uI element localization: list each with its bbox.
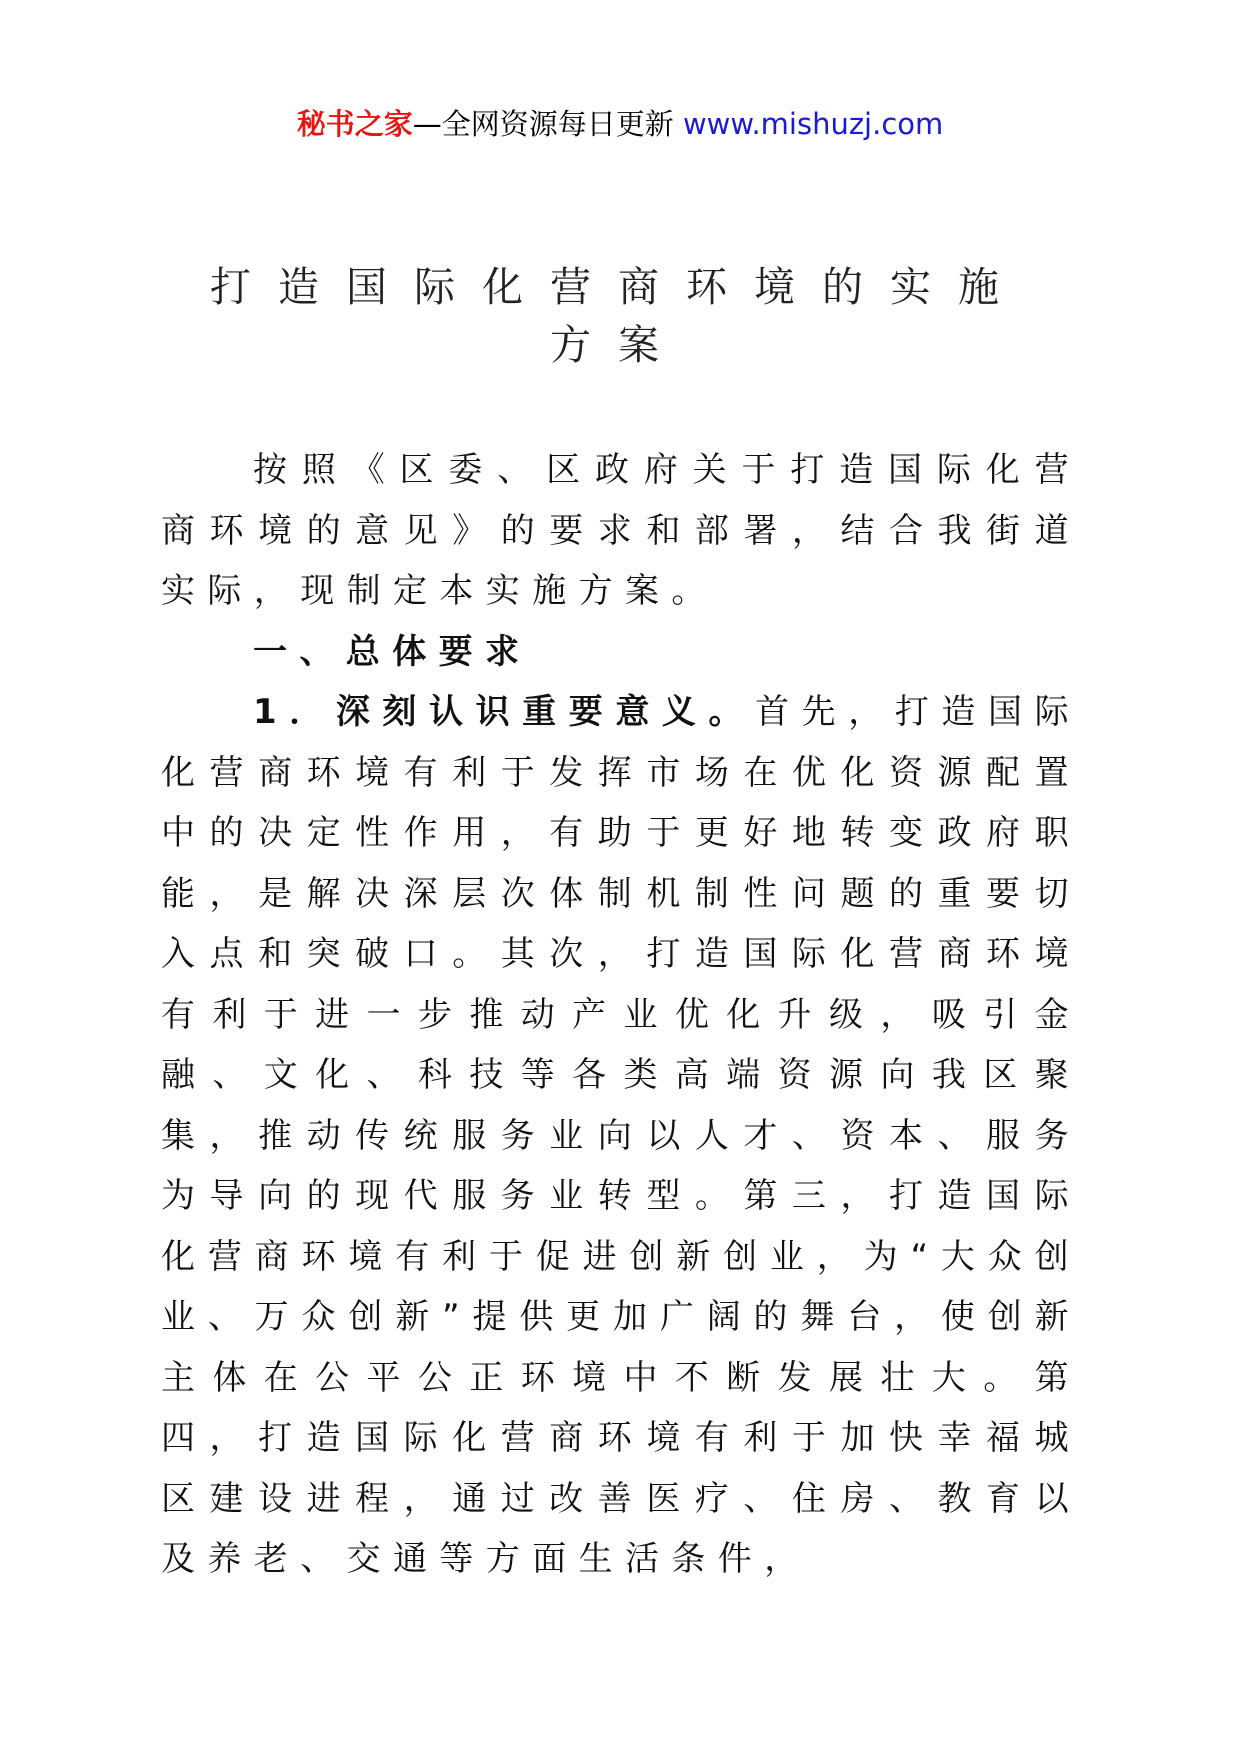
document-title: 打造国际化营商环境的实施方案 xyxy=(210,263,1026,369)
item-1-body: 首先，打造国际化营商环境有利于发挥市场在优化资源配置中的决定性作用，有助于更好地转变政府职能，是解决深层次体制机制性问题的重要切入点和突破口。其次，打造国际化营商环境有利于进一步推动产业优化升级，吸引金融、文化、科技等各类高端资源向我区聚集，推动传统服务业向以人才、资本、服务为导向的现代服务业转型。第三，打造国际化营商环境有利于促进创新创业，为“大众创业、万众创新”提供更加广阔的舞台，使创新主体在公平公正环境中不断发展壮大。第四，打造国际化营商环境有利于加快幸福城区建设进程，通过改善医疗、住房、教育以及养老、交通等方面生活条件， xyxy=(161,692,1081,1579)
intro-paragraph: 按照《区委、区政府关于打造国际化营商环境的意见》的要求和部署，结合我街道实际，现制定本实施方案。 xyxy=(161,450,1081,611)
document-body xyxy=(161,440,1081,1590)
header-url-link[interactable]: www.mishuzj.com xyxy=(682,107,944,141)
header-slogan: —全网资源每日更新 xyxy=(412,107,683,141)
item-1-paragraph xyxy=(161,682,1081,1590)
site-header xyxy=(0,102,1240,146)
header-brand: 秘书之家 xyxy=(296,107,413,141)
section-heading: 一、总体要求 xyxy=(253,631,532,672)
item-1-heading: 1．深刻认识重要意义。 xyxy=(253,692,756,732)
